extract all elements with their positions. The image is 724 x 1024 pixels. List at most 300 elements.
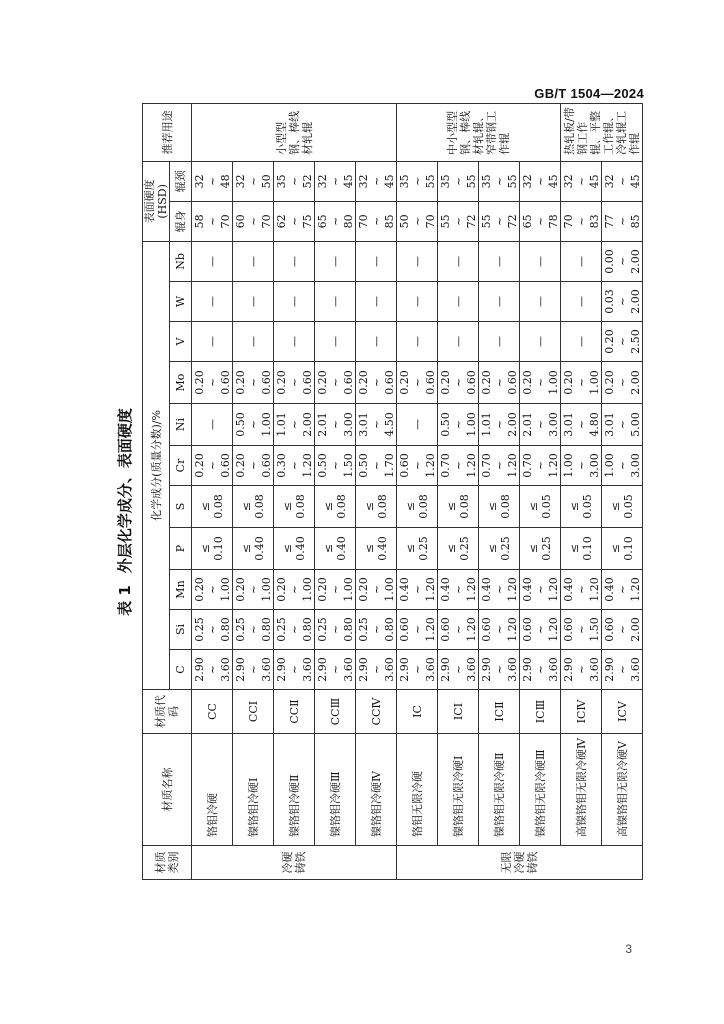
value-cell-c xyxy=(356,650,397,690)
value-stack xyxy=(479,529,519,568)
value-part: 0.20 xyxy=(192,453,206,478)
value-part: 1.50 xyxy=(587,617,601,642)
value-part: 2.90 xyxy=(192,657,206,682)
material-code-cell: CCⅣ xyxy=(356,690,397,734)
value-stack xyxy=(520,405,560,444)
value-cell-w xyxy=(561,282,602,322)
value-part: ~ xyxy=(205,460,219,471)
value-part: 45 xyxy=(341,174,355,189)
value-part: ≤ xyxy=(363,501,376,512)
value-cell-ni xyxy=(356,404,397,446)
value-part: 0.50 xyxy=(315,453,329,478)
composition-table xyxy=(142,103,643,880)
value-stack xyxy=(356,243,396,280)
value-part: 35 xyxy=(397,174,411,189)
value-cell-mn xyxy=(397,570,438,610)
value-stack xyxy=(315,405,355,444)
value-part: 1.20 xyxy=(505,577,519,602)
value-part: 0.20 xyxy=(479,370,493,395)
value-cell-mn xyxy=(315,570,356,610)
value-part: 0.80 xyxy=(218,617,232,642)
value-part: 3.60 xyxy=(382,657,396,682)
value-stack xyxy=(602,571,642,608)
value-stack xyxy=(274,163,314,200)
header-category: 材质类别 xyxy=(143,846,192,880)
header-material-code: 材质代码 xyxy=(143,690,192,734)
value-part: ~ xyxy=(533,664,547,675)
material-name-cell: 镍铬钼无限冷硬Ⅰ xyxy=(438,734,479,846)
value-stack xyxy=(479,243,519,280)
value-part: ~ xyxy=(615,377,629,388)
value-stack xyxy=(397,323,437,360)
value-stack xyxy=(520,283,560,320)
value-cell-barrel xyxy=(561,201,602,241)
value-part: ~ xyxy=(328,377,342,388)
value-part: — xyxy=(287,336,301,347)
value-part: 5.00 xyxy=(628,412,642,437)
value-part: 0.10 xyxy=(212,536,225,561)
value-cell-s xyxy=(315,486,356,528)
value-stack xyxy=(274,203,314,240)
value-part: 0.60 xyxy=(423,370,437,395)
value-part: ~ xyxy=(287,377,301,388)
value-part: — xyxy=(533,296,547,307)
value-part: 1.50 xyxy=(341,453,355,478)
value-part: 0.08 xyxy=(294,494,307,519)
value-part: 85 xyxy=(628,214,642,229)
material-code-cell: ICⅠ xyxy=(438,690,479,734)
value-part: ~ xyxy=(328,664,342,675)
value-stack xyxy=(479,323,519,360)
value-stack xyxy=(602,283,642,320)
value-stack xyxy=(233,405,273,444)
value-stack xyxy=(520,447,560,484)
value-part: — xyxy=(246,255,260,267)
value-part: 0.08 xyxy=(335,494,348,519)
value-stack xyxy=(561,363,601,402)
value-part: ≤ xyxy=(281,501,294,512)
table-row xyxy=(233,103,274,879)
value-part: ~ xyxy=(246,216,260,226)
value-stack xyxy=(356,283,396,320)
value-part: 32 xyxy=(520,174,534,189)
value-cell-mn xyxy=(438,570,479,610)
material-code-cell: ICⅢ xyxy=(520,690,561,734)
value-cell-w xyxy=(315,282,356,322)
value-stack xyxy=(192,243,232,280)
material-name-cell: 铬钼无限冷硬 xyxy=(397,734,438,846)
value-cell-s xyxy=(438,486,479,528)
value-cell-c xyxy=(520,650,561,690)
value-part: 0.20 xyxy=(561,370,575,395)
value-stack xyxy=(561,405,601,444)
value-part: 3.01 xyxy=(356,412,370,437)
value-cell-nb xyxy=(274,241,315,281)
value-stack xyxy=(520,323,560,360)
value-part: 0.60 xyxy=(259,370,273,395)
value-part: 32 xyxy=(561,174,575,189)
value-part: ~ xyxy=(574,176,588,186)
value-part: ≤ xyxy=(281,543,294,554)
value-part: 77 xyxy=(602,214,616,229)
value-cell-neck xyxy=(479,161,520,201)
value-part: 3.60 xyxy=(628,657,642,682)
value-cell-w xyxy=(602,282,643,322)
value-stack xyxy=(274,283,314,320)
value-part: 1.20 xyxy=(546,453,560,478)
value-part: 3.00 xyxy=(628,453,642,478)
value-part: 0.80 xyxy=(382,617,396,642)
value-part: ~ xyxy=(492,584,506,595)
value-part: 1.20 xyxy=(628,577,642,602)
value-cell-v xyxy=(438,322,479,362)
value-stack xyxy=(233,611,273,648)
value-part: 1.20 xyxy=(464,453,478,478)
header-element: Si xyxy=(170,610,192,650)
value-part: ~ xyxy=(287,624,301,635)
value-part: 70 xyxy=(259,214,273,229)
value-cell-neck xyxy=(274,161,315,201)
value-stack xyxy=(602,447,642,484)
value-stack xyxy=(561,651,601,688)
material-code-cell: ICⅤ xyxy=(602,690,643,734)
value-part: — xyxy=(410,296,424,307)
value-stack xyxy=(356,447,396,484)
value-stack xyxy=(315,243,355,280)
value-cell-cr xyxy=(397,446,438,486)
value-cell-cr xyxy=(438,446,479,486)
value-cell-mo xyxy=(192,362,233,404)
value-part: 0.20 xyxy=(315,577,329,602)
value-cell-barrel xyxy=(520,201,561,241)
value-part: ~ xyxy=(246,584,260,595)
value-part: 0.10 xyxy=(622,536,635,561)
value-stack xyxy=(438,651,478,688)
value-part: 3.01 xyxy=(602,412,616,437)
value-part: 0.25 xyxy=(356,617,370,642)
value-part: 0.20 xyxy=(397,370,411,395)
value-stack xyxy=(602,487,642,526)
header-element: W xyxy=(170,282,192,322)
value-stack xyxy=(520,651,560,688)
value-cell-p xyxy=(520,528,561,570)
value-part: — xyxy=(574,296,588,307)
value-part: 0.25 xyxy=(417,536,430,561)
value-part: — xyxy=(410,419,424,430)
value-part: ≤ xyxy=(486,501,499,512)
value-stack xyxy=(561,203,601,240)
value-part: 3.60 xyxy=(423,657,437,682)
value-cell-si xyxy=(192,610,233,650)
value-part: ~ xyxy=(533,584,547,595)
value-cell-nb xyxy=(192,241,233,281)
value-stack xyxy=(356,203,396,240)
value-part: 4.50 xyxy=(382,412,396,437)
value-part: ≤ xyxy=(322,501,335,512)
value-cell-v xyxy=(479,322,520,362)
value-stack xyxy=(315,163,355,200)
value-cell-si xyxy=(602,610,643,650)
value-cell-p xyxy=(356,528,397,570)
value-stack xyxy=(274,363,314,402)
value-part: ~ xyxy=(410,624,424,635)
value-stack xyxy=(274,529,314,568)
value-part: ~ xyxy=(492,176,506,186)
value-part: — xyxy=(369,336,383,347)
value-cell-nb xyxy=(602,241,643,281)
value-part: 35 xyxy=(438,174,452,189)
value-part: ≤ xyxy=(404,501,417,512)
value-part: ≤ xyxy=(240,543,253,554)
value-part: ~ xyxy=(492,419,506,430)
material-name-cell: 镍铬钼无限冷硬Ⅱ xyxy=(479,734,520,846)
value-stack xyxy=(315,487,355,526)
header-neck: 辊颈 xyxy=(170,161,192,201)
value-stack xyxy=(274,487,314,526)
value-part: ≤ xyxy=(199,501,212,512)
value-cell-cr xyxy=(233,446,274,486)
value-cell-c xyxy=(315,650,356,690)
table-row xyxy=(479,103,520,879)
value-part: ~ xyxy=(451,176,465,186)
value-part: 0.40 xyxy=(561,577,575,602)
value-cell-neck xyxy=(561,161,602,201)
value-cell-cr xyxy=(274,446,315,486)
value-part: ~ xyxy=(492,216,506,226)
value-part: 1.70 xyxy=(382,453,396,478)
table-row xyxy=(438,103,479,879)
value-stack xyxy=(438,323,478,360)
value-part: ~ xyxy=(451,624,465,635)
value-part: ≤ xyxy=(609,543,622,554)
value-part: 0.60 xyxy=(479,617,493,642)
value-part: ~ xyxy=(287,460,301,471)
value-stack xyxy=(561,487,601,526)
value-stack xyxy=(479,363,519,402)
value-stack xyxy=(233,487,273,526)
value-part: 1.20 xyxy=(423,617,437,642)
value-part: ~ xyxy=(369,419,383,430)
value-part: 32 xyxy=(315,174,329,189)
value-stack xyxy=(397,203,437,240)
value-part: ~ xyxy=(451,584,465,595)
value-part: 80 xyxy=(341,214,355,229)
header-element: C xyxy=(170,650,192,690)
value-part: 1.20 xyxy=(587,577,601,602)
value-part: ~ xyxy=(574,377,588,388)
value-part: ~ xyxy=(287,419,301,430)
value-part: 0.60 xyxy=(438,617,452,642)
value-part: 70 xyxy=(423,214,437,229)
value-cell-s xyxy=(356,486,397,528)
value-cell-neck xyxy=(233,161,274,201)
value-stack xyxy=(561,243,601,280)
value-cell-w xyxy=(397,282,438,322)
value-stack xyxy=(397,487,437,526)
value-cell-mo xyxy=(233,362,274,404)
value-cell-v xyxy=(233,322,274,362)
value-part: ≤ xyxy=(445,501,458,512)
value-cell-s xyxy=(520,486,561,528)
value-cell-c xyxy=(192,650,233,690)
value-part: 0.25 xyxy=(499,536,512,561)
value-part: ≤ xyxy=(199,543,212,554)
value-part: ≤ xyxy=(322,543,335,554)
value-part: 1.20 xyxy=(423,577,437,602)
value-cell-cr xyxy=(356,446,397,486)
value-part: — xyxy=(287,255,301,267)
value-part: 65 xyxy=(520,214,534,229)
value-part: 60 xyxy=(233,214,247,229)
header-element: V xyxy=(170,322,192,362)
value-cell-neck xyxy=(520,161,561,201)
value-cell-mn xyxy=(561,570,602,610)
value-stack xyxy=(356,487,396,526)
value-stack xyxy=(315,529,355,568)
value-part: 32 xyxy=(192,174,206,189)
caption-title: 外层化学成分、表面硬度 xyxy=(116,408,134,574)
value-part: 0.05 xyxy=(622,494,635,519)
value-part: 3.60 xyxy=(341,657,355,682)
value-stack xyxy=(561,447,601,484)
value-part: 2.00 xyxy=(628,289,642,314)
value-cell-si xyxy=(356,610,397,650)
value-part: 0.20 xyxy=(274,370,288,395)
value-part: ~ xyxy=(533,419,547,430)
value-stack xyxy=(192,363,232,402)
value-cell-nb xyxy=(397,241,438,281)
value-part: 3.00 xyxy=(546,412,560,437)
value-part: 0.25 xyxy=(540,536,553,561)
value-part: ~ xyxy=(246,377,260,388)
value-part: ~ xyxy=(533,377,547,388)
material-name-cell: 镍铬钼冷硬Ⅱ xyxy=(274,734,315,846)
value-stack xyxy=(520,203,560,240)
value-stack xyxy=(438,529,478,568)
value-cell-p xyxy=(438,528,479,570)
value-stack xyxy=(315,447,355,484)
value-part: 0.20 xyxy=(602,370,616,395)
value-part: 2.90 xyxy=(356,657,370,682)
value-part: 50 xyxy=(259,174,273,189)
value-cell-mo xyxy=(274,362,315,404)
value-stack xyxy=(356,323,396,360)
value-part: 0.80 xyxy=(341,617,355,642)
value-part: 70 xyxy=(218,214,232,229)
value-stack xyxy=(438,363,478,402)
value-part: 50 xyxy=(397,214,411,229)
value-part: 85 xyxy=(382,214,396,229)
value-part: 0.08 xyxy=(499,494,512,519)
value-part: 1.00 xyxy=(561,453,575,478)
value-stack xyxy=(356,405,396,444)
header-chem: 化学成分(质量分数)/% xyxy=(143,241,170,689)
value-part: 2.90 xyxy=(397,657,411,682)
value-part: 0.20 xyxy=(356,370,370,395)
value-cell-ni xyxy=(602,404,643,446)
value-stack xyxy=(192,405,232,444)
value-part: — xyxy=(205,419,219,430)
value-cell-s xyxy=(479,486,520,528)
value-part: — xyxy=(492,336,506,347)
value-cell-w xyxy=(520,282,561,322)
value-stack xyxy=(274,447,314,484)
value-cell-mo xyxy=(356,362,397,404)
value-stack xyxy=(479,487,519,526)
value-cell-si xyxy=(315,610,356,650)
value-cell-mo xyxy=(561,362,602,404)
material-name-cell: 镍铬钼冷硬Ⅰ xyxy=(233,734,274,846)
value-stack xyxy=(602,611,642,648)
value-stack xyxy=(356,163,396,200)
value-part: 1.20 xyxy=(546,617,560,642)
value-cell-neck xyxy=(602,161,643,201)
value-cell-w xyxy=(233,282,274,322)
material-name-cell: 高镍铬钼无限冷硬Ⅴ xyxy=(602,734,643,846)
value-part: ≤ xyxy=(527,501,540,512)
value-part: 3.00 xyxy=(587,453,601,478)
value-part: 0.10 xyxy=(581,536,594,561)
value-stack xyxy=(233,651,273,688)
usage-cell: 小型型钢、棒线材轧辊 xyxy=(192,103,397,161)
value-cell-w xyxy=(192,282,233,322)
value-part: — xyxy=(246,296,260,307)
value-cell-p xyxy=(192,528,233,570)
value-part: 0.25 xyxy=(192,617,206,642)
value-cell-s xyxy=(274,486,315,528)
value-part: 1.00 xyxy=(382,577,396,602)
value-stack xyxy=(479,447,519,484)
value-cell-si xyxy=(479,610,520,650)
value-part: 3.60 xyxy=(587,657,601,682)
material-code-cell: CCⅡ xyxy=(274,690,315,734)
value-part: 0.50 xyxy=(233,412,247,437)
value-part: 2.90 xyxy=(479,657,493,682)
value-stack xyxy=(233,243,273,280)
value-part: — xyxy=(328,255,342,267)
value-part: 1.00 xyxy=(259,577,273,602)
usage-cell: 中小型型钢、棒线材轧辊、窄带钢工作辊 xyxy=(397,103,561,161)
value-stack xyxy=(315,363,355,402)
value-part: ~ xyxy=(451,664,465,675)
value-cell-barrel xyxy=(356,201,397,241)
value-part: 1.00 xyxy=(259,412,273,437)
value-part: 0.40 xyxy=(335,536,348,561)
usage-cell: 热轧板/带钢工作辊、平整工作辊、冷轧辊工作辊 xyxy=(561,103,643,161)
value-stack xyxy=(192,611,232,648)
value-part: ~ xyxy=(615,664,629,675)
value-stack xyxy=(192,447,232,484)
value-part: 1.20 xyxy=(505,617,519,642)
value-part: ~ xyxy=(615,419,629,430)
value-stack xyxy=(602,243,642,280)
value-cell-barrel xyxy=(233,201,274,241)
value-cell-nb xyxy=(479,241,520,281)
value-part: 1.20 xyxy=(300,453,314,478)
value-part: ~ xyxy=(492,664,506,675)
value-part: ~ xyxy=(615,336,629,347)
table-row xyxy=(192,103,233,879)
value-part: 0.20 xyxy=(602,329,616,354)
value-part: 0.50 xyxy=(356,453,370,478)
value-part: 1.20 xyxy=(464,617,478,642)
value-cell-p xyxy=(561,528,602,570)
value-stack xyxy=(602,163,642,200)
value-part: 0.60 xyxy=(505,370,519,395)
value-part: — xyxy=(246,336,260,347)
value-part: ~ xyxy=(205,584,219,595)
value-part: 0.40 xyxy=(602,577,616,602)
